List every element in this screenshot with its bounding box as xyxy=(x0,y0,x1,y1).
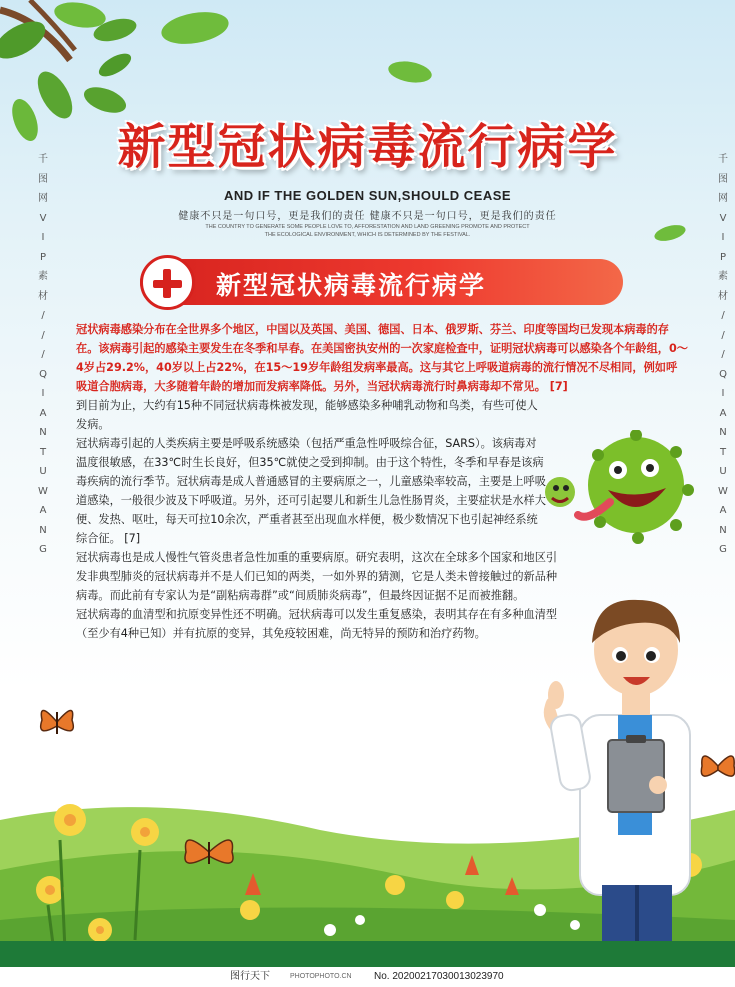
side-text-char: 网 xyxy=(38,193,48,204)
side-text-char: A xyxy=(719,407,727,419)
side-text-char: T xyxy=(39,446,47,458)
side-text-char: N xyxy=(39,524,47,536)
subtitle-english: AND IF THE GOLDEN SUN,SHOULD CEASE xyxy=(223,188,512,203)
paragraph: 到目前为止，大约有15种不同冠状病毒株被发现，能够感染多种哺乳动物和鸟类，有些可使人发病。 xyxy=(76,399,538,431)
watermark-photo-tag: PHOTOPHOTO.CN xyxy=(290,973,352,980)
side-text-char: / xyxy=(721,310,725,321)
small-english-text xyxy=(0,223,735,239)
side-text-char: A xyxy=(39,505,47,516)
side-text-char: I xyxy=(41,232,45,243)
side-text-char: P xyxy=(719,251,727,263)
side-text-char: 千 xyxy=(38,154,48,165)
section-banner-title: 新型冠状病毒流行病学 xyxy=(216,271,487,300)
side-text-char: V xyxy=(39,212,47,224)
side-text-char: 图 xyxy=(718,173,728,185)
side-text-char: I xyxy=(721,232,725,243)
leaf-icon xyxy=(385,58,435,86)
side-text-char: / xyxy=(721,329,725,341)
side-text-char: W xyxy=(718,485,728,497)
medical-cross-icon xyxy=(140,255,195,310)
paragraph: 冠状病毒也是成人慢性气管炎患者急性加重的重要病原。研究表明，这次在全球多个国家和地区引发非典型肺炎的冠状病毒并不是人们已知的两类，一如外界的猜测，它是人类未曾接触过的新品种病毒。而此前有专家认为是“副粘病毒群”或“间质肺炎病毒”，但最终因证据不足而被推翻。 xyxy=(76,551,558,602)
watermark-id: No. 20200217030013023970 xyxy=(374,971,504,982)
side-text-char: 素 xyxy=(718,271,728,282)
side-text-char: / xyxy=(41,310,45,321)
side-text-char: / xyxy=(41,349,45,360)
side-text-char: T xyxy=(719,446,727,458)
side-text-char: U xyxy=(719,466,727,477)
side-text-left xyxy=(36,150,50,560)
side-text-char: / xyxy=(721,349,725,360)
side-text-char: G xyxy=(39,544,47,555)
side-text-char: A xyxy=(39,407,47,419)
side-text-char: / xyxy=(41,329,45,341)
side-text-char: V xyxy=(719,212,727,224)
side-text-char: 材 xyxy=(38,290,48,302)
side-text-char: I xyxy=(41,388,45,399)
watermark-bar xyxy=(0,967,735,987)
butterfly-icon xyxy=(36,698,78,746)
paragraph: 冠状病毒的血清型和抗原变异性还不明确。冠状病毒可以发生重复感染，表明其存在有多种血清型（至少有4种已知）并有抗原的变异，其免疫较困难，尚无特异的预防和治疗药物。 xyxy=(76,608,558,640)
side-text-right xyxy=(716,150,730,560)
side-text-char: N xyxy=(719,524,727,536)
butterfly-icon xyxy=(178,828,240,876)
paragraph-intro: 冠状病毒感染分布在全世界多个地区，中国以及英国、美国、德国、日本、俄罗斯、芬兰、印度等国均已发现本病毒的存在。该病毒引起的感染主要发生在冬季和早春。在美国密执安州的一次家庭检查中，证明冠状病毒可以感染各个年龄组，0～4岁占29.2%，40岁以上占22%，在15～19岁年龄组发病率最高。这与其它上呼吸道病毒的流行情况不尽相同，例如呼吸道合胞病毒，大多随着年龄的增加而发病率降低。另外，当冠状病毒流行时鼻病毒却不常见。 [7] xyxy=(76,323,688,393)
side-text-char: P xyxy=(39,251,47,263)
page-title: 新型冠状病毒流行病学 xyxy=(117,119,618,175)
side-text-char: 材 xyxy=(718,290,728,302)
side-text-char: Q xyxy=(39,368,47,380)
doctor-illustration xyxy=(540,585,710,970)
side-text-char: 网 xyxy=(718,193,728,204)
side-text-char: N xyxy=(719,427,727,438)
side-text-char: Q xyxy=(719,368,727,380)
side-text-char: A xyxy=(719,505,727,516)
side-text-char: 图 xyxy=(38,173,48,185)
side-text-char: 素 xyxy=(38,271,48,282)
side-text-char: N xyxy=(39,427,47,438)
virus-icon xyxy=(538,430,698,555)
side-text-char: I xyxy=(721,388,725,399)
watermark-logo: 图行天下 xyxy=(230,971,270,982)
footer-bar xyxy=(0,941,735,967)
side-text-char: U xyxy=(39,466,47,477)
paragraph: 冠状病毒引起的人类疾病主要是呼吸系统感染（包括严重急性呼吸综合征，SARS）。该病毒对温度很敏感，在33℃时生长良好，但35℃就使之受到抑制。由于这个特性，冬季和早春是该病毒疾病的流行季节。冠状病毒是成人普通感冒的主要病原之一，儿童感染率较高，主要是上呼吸道感染，一般很少波及下呼吸道。另外，还可引起婴儿和新生儿急性肠胃炎，主要症状是水样大便、发热、呕吐，每天可拉10余次，严重者甚至出现血水样便，极少数情况下也引起神经系统综合征。 [7] xyxy=(76,437,546,545)
side-text-char: W xyxy=(38,485,48,497)
small-english-line-1: THE COUNTRY TO GENERATE SOME PEOPLE LOVE TO, AFFORESTATION AND LAND GREENING PROMOTE AND PROTECT xyxy=(205,224,530,230)
slogan: 健康不只是一句口号，更是我们的责任 健康不只是一句口号，更是我们的责任 xyxy=(178,211,557,222)
side-text-char: 千 xyxy=(718,154,728,165)
small-english-line-2: THE ECOLOGICAL ENVIRONMENT, WHICH IS DETERMINED BY THE FESTIVAL. xyxy=(264,232,471,238)
side-text-char: G xyxy=(719,544,727,555)
